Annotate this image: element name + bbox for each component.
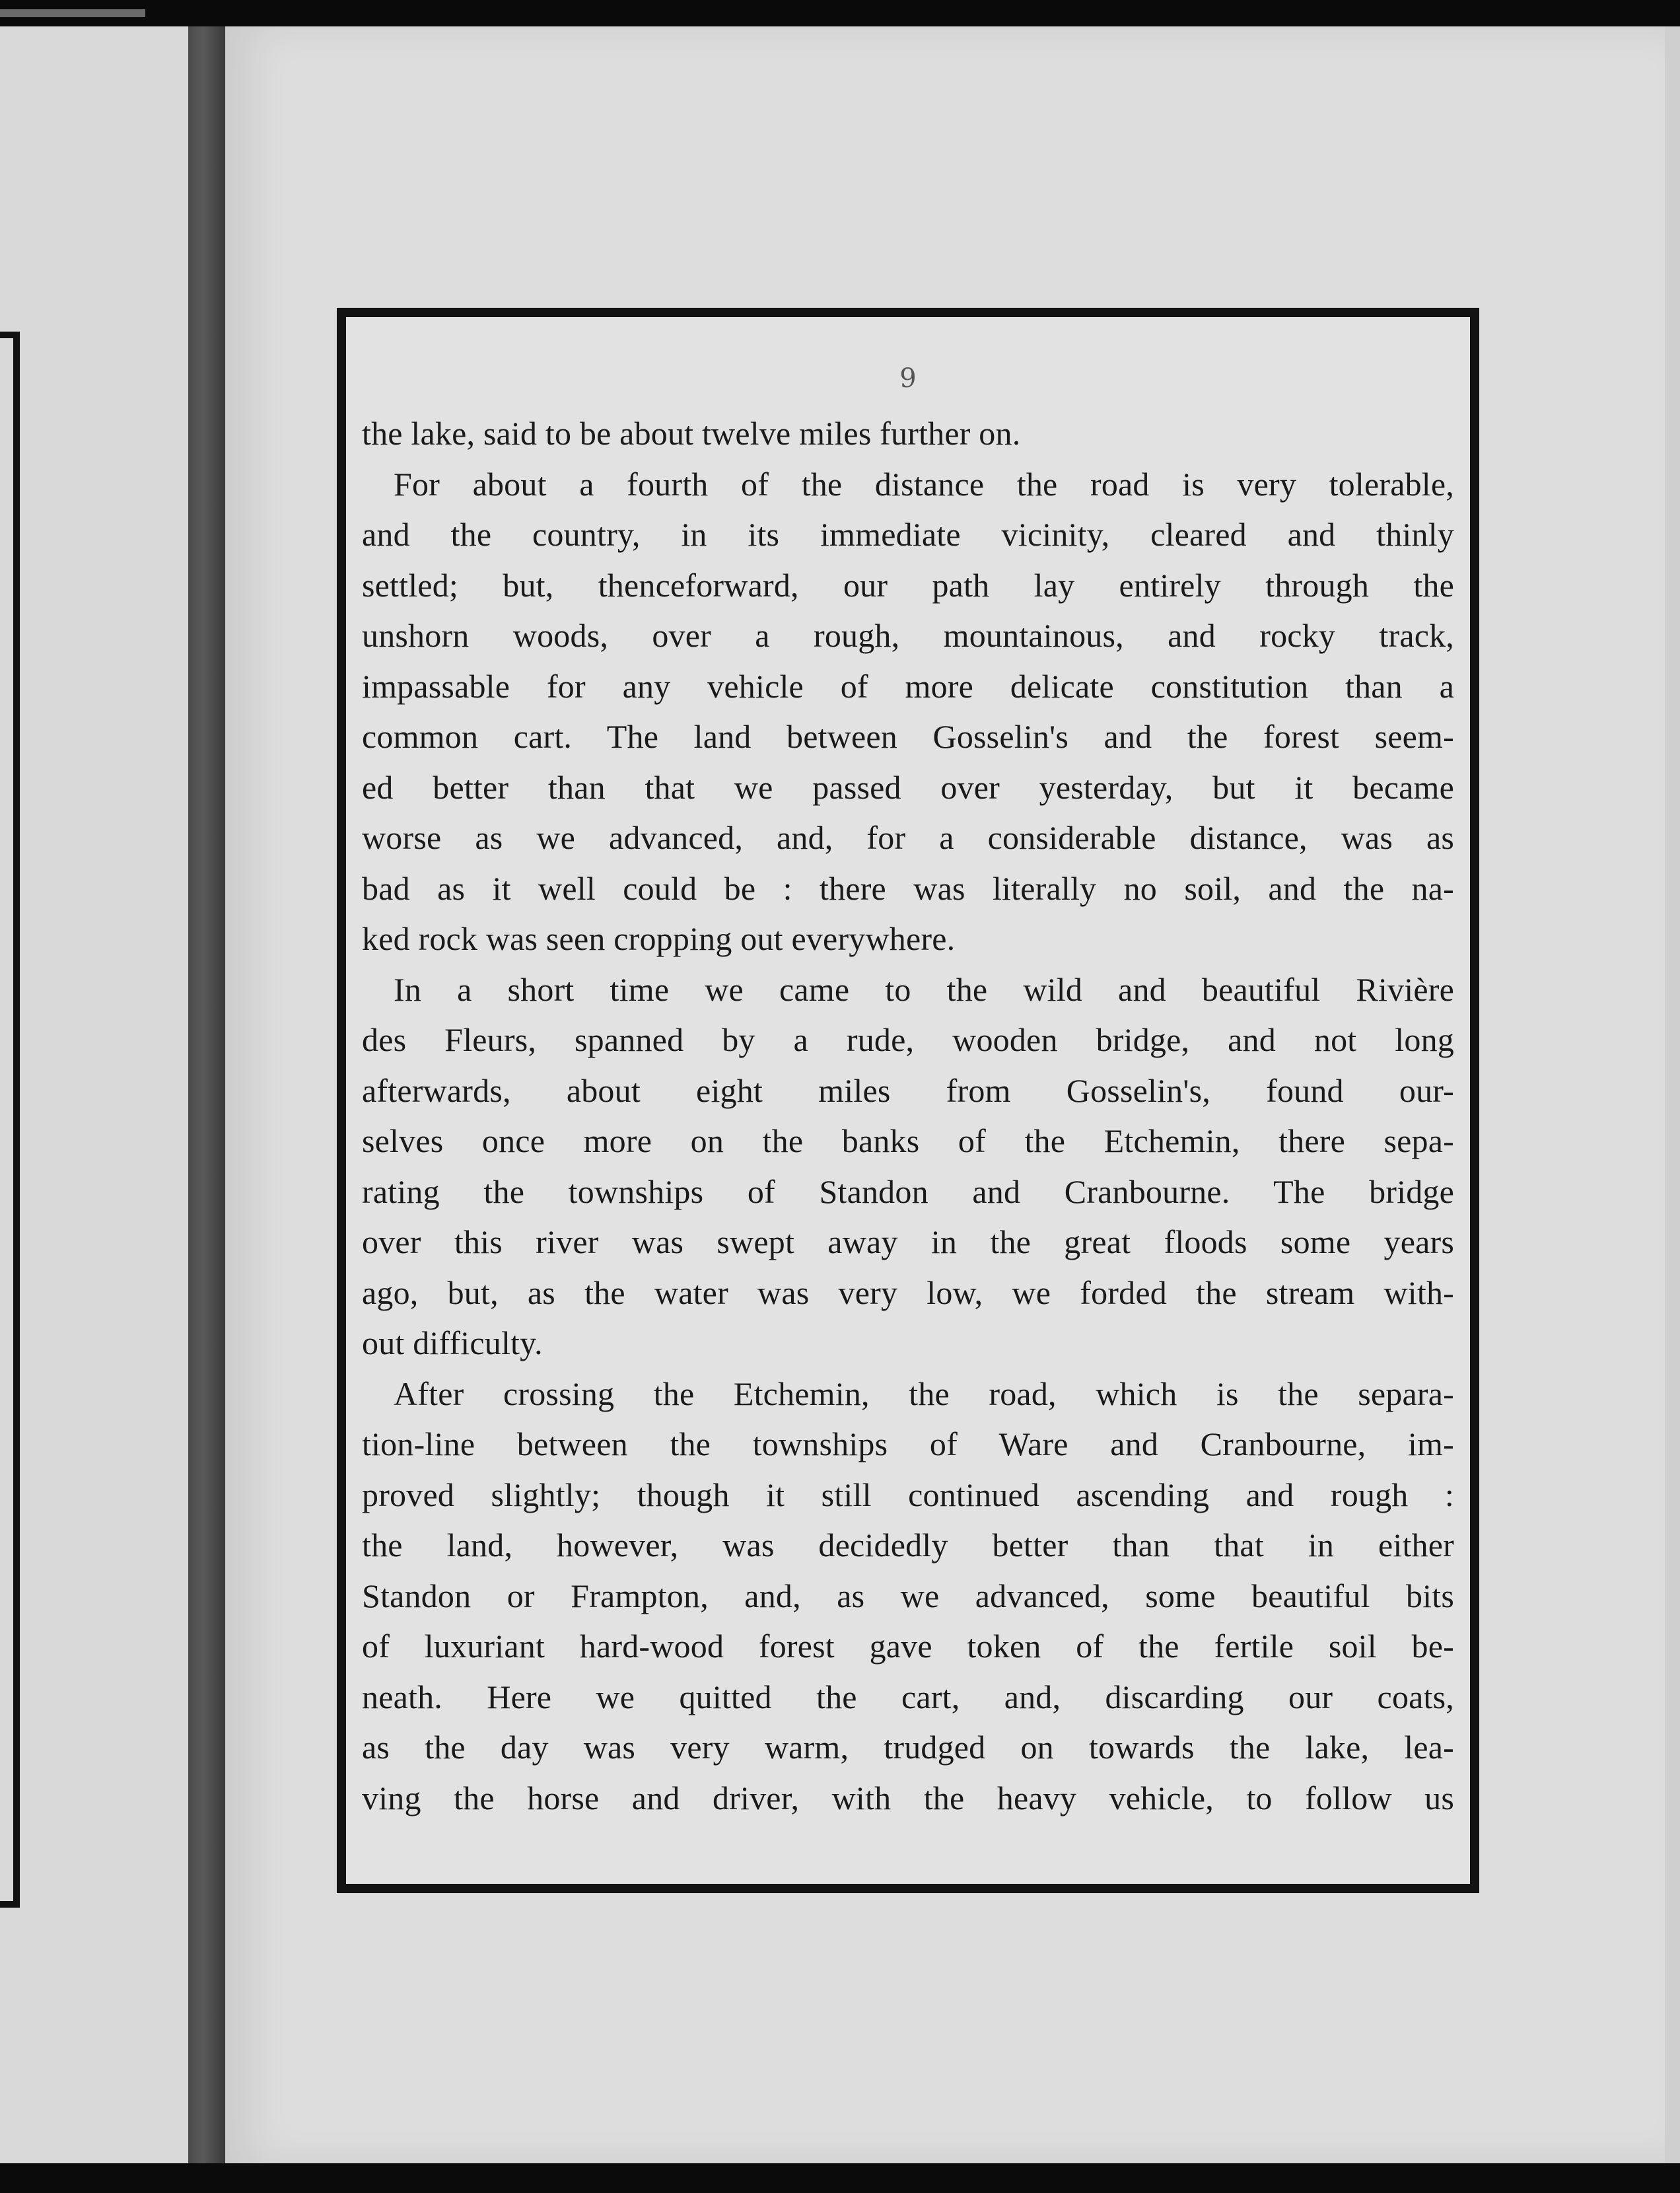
top-scan-edge	[0, 9, 145, 17]
text-line: tion-line between the townships of Ware and Cranbourne, im-	[362, 1425, 1454, 1462]
text-line: des Fleurs, spanned by a rude, wooden bridge, and not long	[362, 1021, 1454, 1058]
text-line: out difficulty.	[362, 1324, 543, 1361]
text-line: common cart. The land between Gosselin's and the forest seem-	[362, 718, 1454, 755]
text-line: worse as we advanced, and, for a considerable distance, was as	[362, 819, 1454, 856]
text-line: as the day was very warm, trudged on towards the lake, lea-	[362, 1729, 1454, 1766]
text-line: of luxuriant hard-wood forest gave token of the fertile soil be-	[362, 1628, 1454, 1665]
text-line: afterwards, about eight miles from Gosselin's, found our-	[362, 1071, 1454, 1109]
right-page-edge	[1665, 26, 1680, 2163]
text-line: the land, however, was decidedly better than that in either	[362, 1527, 1454, 1564]
frame-content	[362, 330, 1454, 1877]
text-line: ed better than that we passed over yesterday, but it became	[362, 768, 1454, 806]
text-line: After crossing the Etchemin, the road, which is the separa-	[394, 1375, 1454, 1412]
page-number: 9	[899, 363, 917, 394]
left-page	[0, 26, 188, 2163]
text-line: rating the townships of Standon and Cranbourne. The bridge	[362, 1172, 1454, 1210]
book-gutter	[188, 26, 225, 2163]
text-line: In a short time we came to the wild and beautiful Rivière	[394, 970, 1454, 1008]
text-line: over this river was swept away in the great floods some years	[362, 1223, 1454, 1260]
text-line: ago, but, as the water was very low, we forded the stream with-	[362, 1274, 1454, 1311]
text-line: Standon or Frampton, and, as we advanced, some beautiful bits	[362, 1577, 1454, 1614]
body-text	[362, 408, 1454, 1823]
bottom-scan-border	[0, 2163, 1680, 2193]
text-line: selves once more on the banks of the Etchemin, there sepa-	[362, 1122, 1454, 1159]
text-line: the lake, said to be about twelve miles further on.	[362, 415, 1021, 452]
text-line: settled; but, thenceforward, our path lay entirely through the	[362, 566, 1454, 604]
text-line: proved slightly; though it still continued ascending and rough :	[362, 1476, 1454, 1513]
text-line: bad as it well could be : there was literally no soil, and the na-	[362, 869, 1454, 907]
text-line: and the country, in its immediate vicinity, cleared and thinly	[362, 516, 1454, 553]
top-scan-border	[0, 0, 1680, 26]
text-frame-border	[337, 308, 1479, 1893]
text-line: For about a fourth of the distance the road is very tolerable,	[394, 465, 1454, 503]
left-page-frame-edge	[0, 332, 20, 1908]
text-line: ked rock was seen cropping out everywhere.	[362, 920, 956, 957]
text-line: unshorn woods, over a rough, mountainous, and rocky track,	[362, 617, 1454, 654]
text-line: impassable for any vehicle of more delicate constitution than a	[362, 667, 1454, 705]
text-line: ving the horse and driver, with the heavy vehicle, to follow us	[362, 1779, 1454, 1816]
text-line: neath. Here we quitted the cart, and, discarding our coats,	[362, 1678, 1454, 1715]
